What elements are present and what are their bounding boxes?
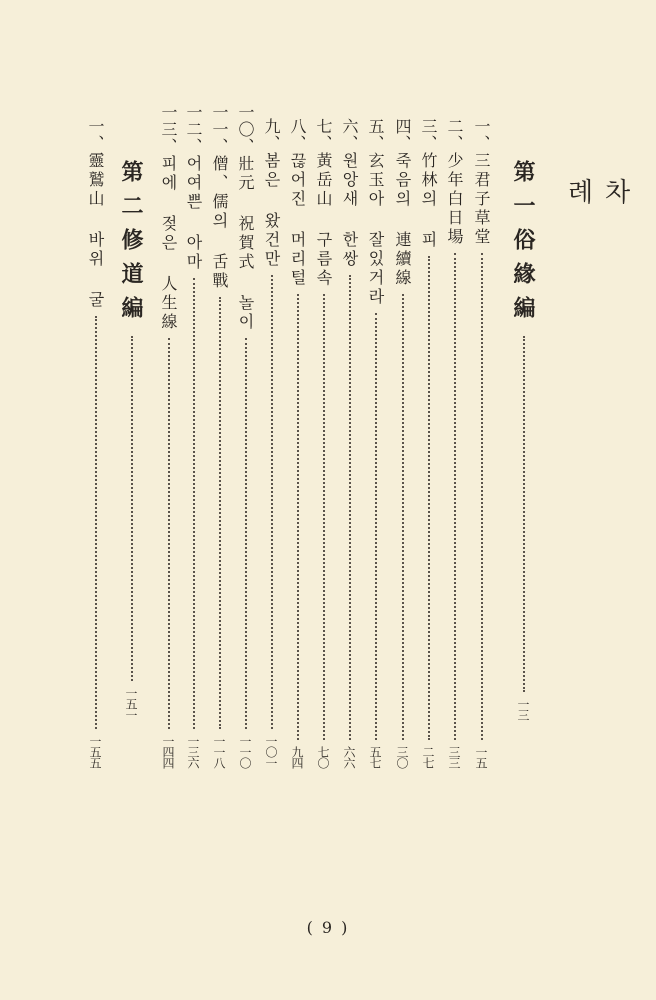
- page-number: 一一八: [212, 735, 226, 768]
- dot-leader: [193, 278, 195, 729]
- entry-title: 봄은 왔건만: [262, 152, 281, 269]
- page-number: 一〇一: [264, 735, 278, 768]
- entry-title: 黃岳山 구름속: [314, 152, 333, 288]
- entry-number: 五、: [366, 118, 385, 152]
- toc-entry: [208, 104, 231, 768]
- entry-title: 壯元 祝賀式 놀이: [236, 155, 255, 332]
- page-number: 一三六: [186, 735, 200, 768]
- page-number: 七〇: [316, 746, 330, 768]
- entry-number: 一一、: [210, 104, 229, 155]
- dot-leader: [95, 316, 97, 729]
- entry-number: 一、: [472, 118, 491, 152]
- entry-number: 一〇、: [236, 104, 255, 155]
- page-footer-number: ( 9 ): [306, 918, 350, 937]
- entry-title: 끊어진 머리털: [288, 152, 307, 288]
- toc-entry: [443, 118, 466, 768]
- entry-title: 三君子草堂: [472, 152, 491, 247]
- entry-title: 어여쁜 아마: [184, 155, 203, 272]
- page-number: 一四四: [161, 735, 175, 768]
- toc-entry: [182, 104, 205, 768]
- page-number: 一一〇: [238, 735, 252, 768]
- dot-leader: [245, 338, 247, 729]
- part-heading: [116, 160, 147, 720]
- dot-leader: [375, 313, 377, 740]
- entry-title: 僧、儒의 舌戰: [210, 155, 229, 291]
- dot-leader: [428, 256, 430, 740]
- toc-entry: [260, 118, 283, 768]
- entry-number: 三、: [419, 118, 438, 152]
- entry-title: 靈鷲山 바위 굴: [86, 152, 105, 310]
- dot-leader: [402, 294, 404, 740]
- part-title: 第一俗緣編: [510, 160, 536, 330]
- toc-entry: [338, 118, 361, 768]
- entry-number: 八、: [288, 118, 307, 152]
- entry-number: 九、: [262, 118, 281, 152]
- part-title: 第二修道編: [118, 160, 144, 330]
- page-title: 차 례: [563, 178, 630, 232]
- toc-entry: [312, 118, 335, 768]
- toc-entry: [157, 104, 180, 768]
- part-heading: [508, 160, 539, 720]
- entry-number: 一、: [86, 118, 105, 152]
- entry-title: 竹林의 피: [419, 152, 438, 250]
- dot-leader: [349, 275, 351, 740]
- toc-entry: [84, 118, 107, 768]
- toc-entry: [234, 104, 257, 768]
- entry-number: 六、: [340, 118, 359, 152]
- entry-title: 玄玉아 잘있거라: [366, 152, 385, 307]
- entry-number: 七、: [314, 118, 333, 152]
- page-number: 五七: [368, 746, 382, 768]
- entry-number: 一三、: [159, 104, 178, 155]
- entry-title: 죽음의 連續線: [393, 152, 412, 288]
- entry-number: 二、: [445, 118, 464, 152]
- dot-leader: [454, 253, 456, 740]
- toc-entry: [417, 118, 440, 768]
- page-number: 一五: [474, 746, 488, 768]
- dot-leader: [219, 297, 221, 729]
- toc-entry: [470, 118, 493, 768]
- page-number: 二七: [421, 746, 435, 768]
- entry-number: 一二、: [184, 104, 203, 155]
- dot-leader: [297, 294, 299, 740]
- dot-leader: [523, 336, 525, 692]
- toc-entry: [286, 118, 309, 768]
- page-number: 三三: [447, 746, 461, 768]
- dot-leader: [131, 336, 133, 681]
- page-number: 九四: [290, 746, 304, 768]
- page-number: 三〇: [395, 746, 409, 768]
- page-number: 一五五: [88, 735, 102, 768]
- dot-leader: [323, 294, 325, 740]
- toc-entry: [391, 118, 414, 768]
- entry-title: 少年白日場: [445, 152, 464, 247]
- page-number: 六六: [342, 746, 356, 768]
- entry-number: 四、: [393, 118, 412, 152]
- toc-entry: [364, 118, 387, 768]
- dot-leader: [271, 275, 273, 729]
- page-number: 一五一: [124, 687, 138, 720]
- dot-leader: [168, 338, 170, 729]
- dot-leader: [481, 253, 483, 740]
- entry-title: 원앙새 한쌍: [340, 152, 359, 269]
- entry-title: 피에 젖은 人生線: [159, 155, 178, 332]
- page-number: 一三: [516, 698, 530, 720]
